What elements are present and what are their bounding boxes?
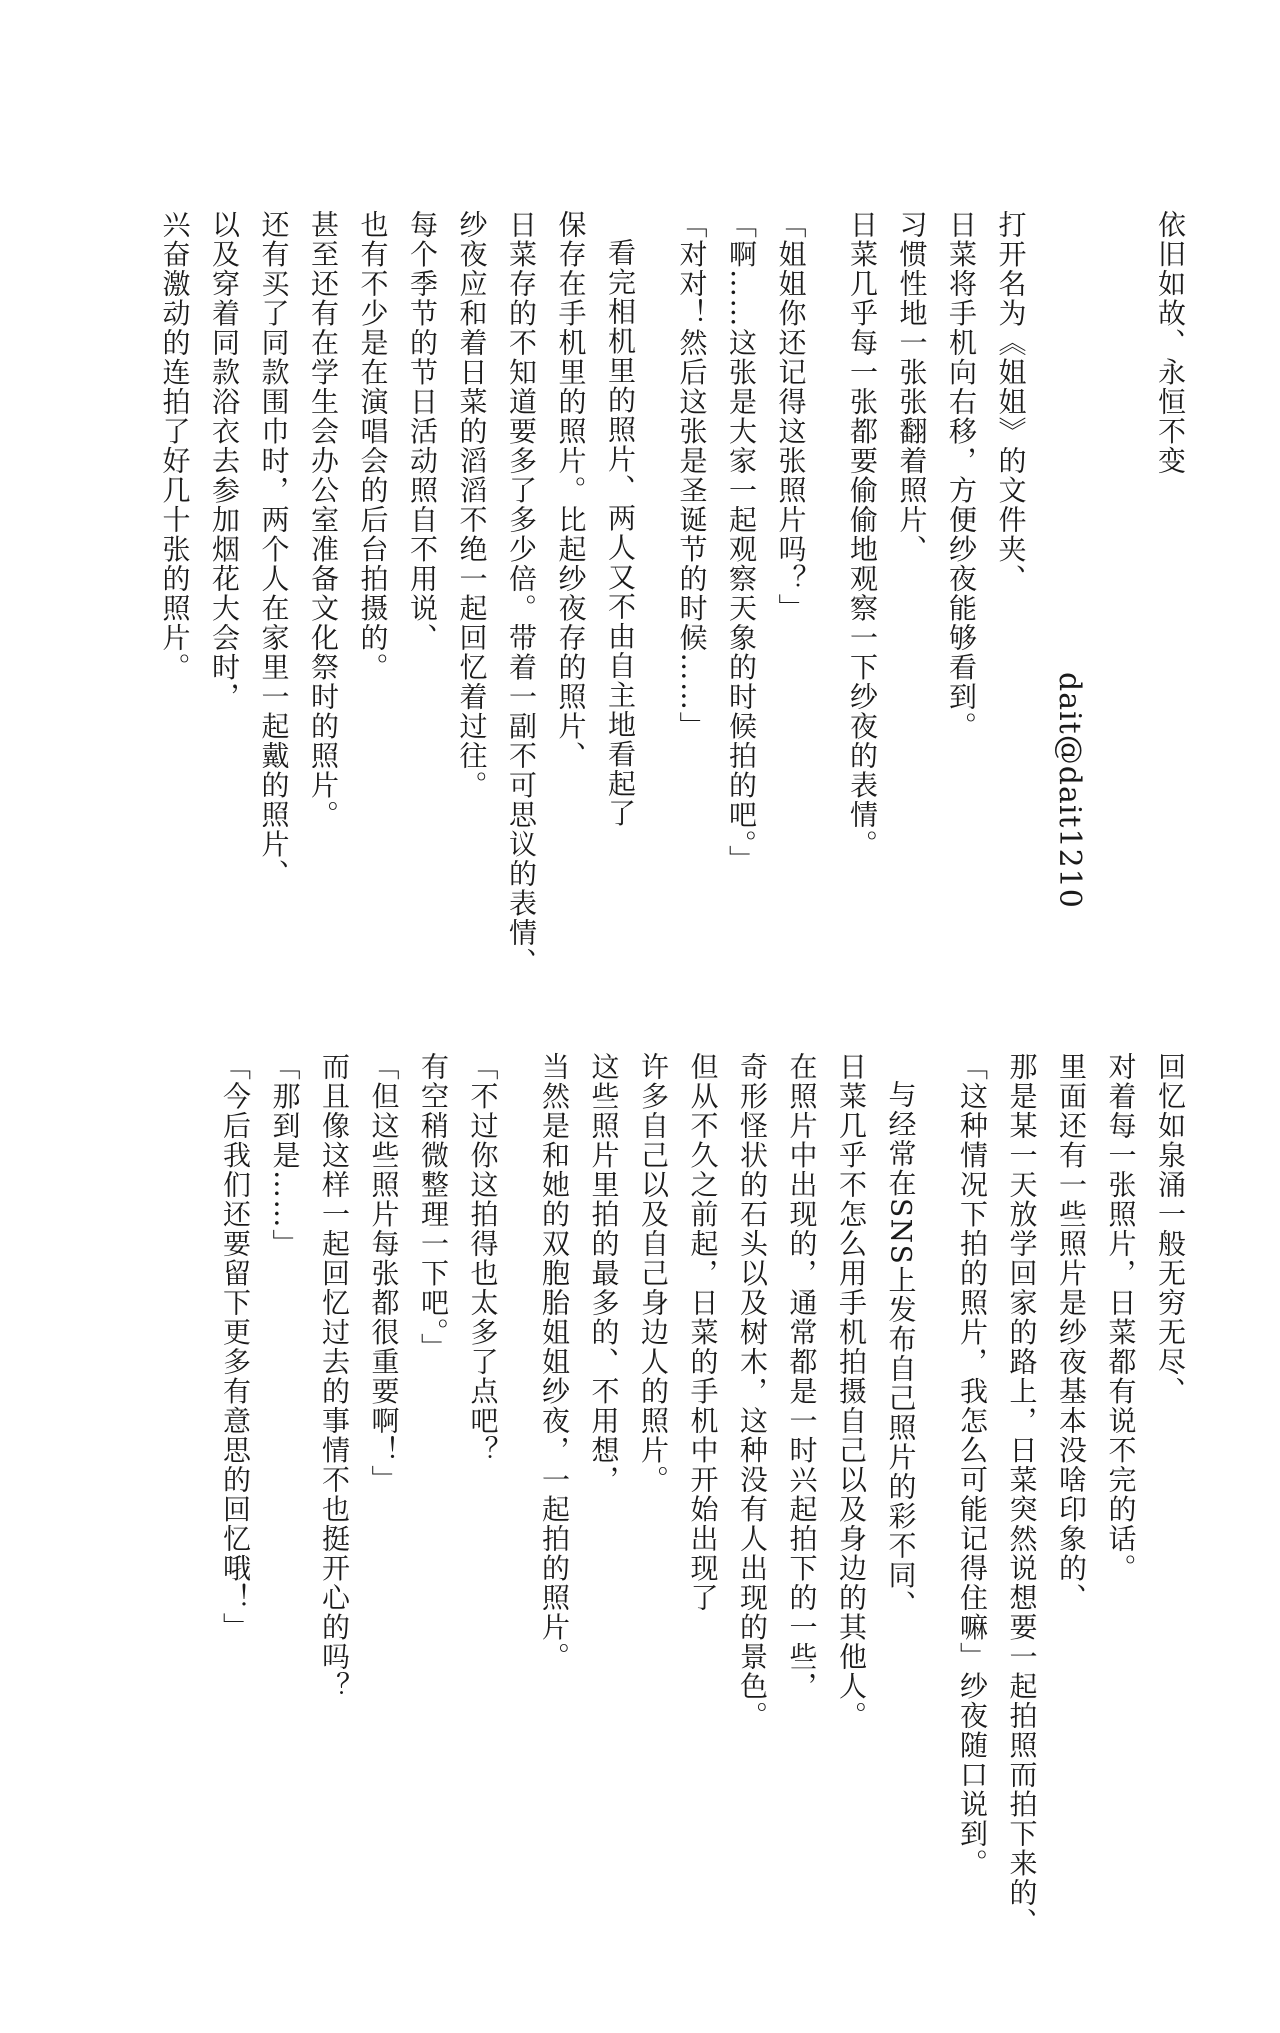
text-line: 里面还有一些照片是纱夜基本没啥印象的、 [1055,1052,1088,1613]
dialogue-line: 「姐姐你还记得这张照片吗？」 [774,210,808,623]
chapter-title: 依旧如故、永恒不变 [1154,210,1187,476]
dialogue-line: 有空稍微整理一下吧。」 [417,1052,450,1363]
text-line: 而且像这样一起回忆过去的事情不也挺开心的吗？ [318,1052,351,1701]
dialogue-line: 「对对！然后这张是圣诞节的时候……」 [675,210,709,741]
text-line: 习惯性地一张张翻着照片、 [895,210,929,564]
paragraph-gap [508,1052,530,1812]
text-line: 纱夜应和着日菜的滔滔不绝一起回忆着过往。 [455,210,489,800]
text-line: 日菜几乎不怎么用手机拍摄自己以及身边的其他人。 [835,1052,868,1731]
text-line: 日菜几乎每一张都要偷偷地观察一下纱夜的表情。 [846,210,879,859]
author-credit: dait@dait1210 [1052,672,1087,909]
dialogue-line: 「这种情况下拍的照片，我怎么可能记得住嘛」纱夜随口说到。 [956,1052,989,1878]
text-line: 看完相机里的照片、两人又不由自主地看起了 [604,238,637,828]
dialogue-line: 「但这些照片每张都很重要啊！」 [367,1052,401,1495]
dialogue-line: 「今后我们还要留下更多有意思的回忆哦！」 [219,1052,252,1642]
text-line: 每个季节的节日活动照自不用说、 [406,210,439,653]
text-line: 那是某一天放学回家的路上，日菜突然说想要一起拍照而拍下来的、 [1005,1052,1039,1937]
text-line: 回忆如泉涌一般无穷无尽、 [1154,1052,1187,1406]
dialogue-line: 「那到是……」 [268,1052,302,1259]
text-line: 当然是和她的双胞胎姐姐纱夜，一起拍的照片。 [538,1052,571,1672]
text-line: 但从不久之前起，日菜的手机中开始出现了 [686,1052,720,1613]
text-line: 也有不少是在演唱会的后台拍摄的。 [356,210,390,682]
paragraph-gap [816,210,838,930]
dialogue-line: 「不过你这拍得也太多了点吧？ [466,1052,500,1465]
text-line: 与经常在SNS上发布自己照片的彩不同、 [884,1080,918,1620]
text-line: 在照片中出现的，通常都是一时兴起拍下的一些， [785,1052,819,1701]
text-line: 保存在手机里的照片。比起纱夜存的照片、 [554,210,588,771]
text-line: 日菜存的不知道要多了多少倍。带着一副不可思议的表情、 [505,210,538,977]
text-line: 许多自己以及自己身边人的照片。 [637,1052,670,1495]
paragraph-gap [645,210,667,930]
text-line: 打开名为《姐姐》的文件夹、 [994,210,1028,594]
text-line: 以及穿着同款浴衣去参加烟花大会时， [208,210,241,712]
bottom-text-block [211,1052,1196,1937]
text-line: 对着每一张照片，日菜都有说不完的话。 [1104,1052,1138,1583]
paragraph-gap [926,1052,948,1812]
dialogue-line: 「啊……这张是大家一起观察天象的时候拍的吧。」 [725,210,758,875]
text-line: 奇形怪状的石头以及树木，这种没有人出现的景色。 [736,1052,769,1731]
text-line: 还有买了同款围巾时，两个人在家里一起戴的照片、 [257,210,291,889]
text-line: 兴奋激动的连拍了好几十张的照片。 [158,210,192,682]
text-line: 甚至还有在学生会办公室准备文化祭时的照片。 [307,210,340,830]
top-text-block [150,210,1195,977]
text-line: 这些照片里拍的最多的、不用想， [587,1052,621,1495]
text-line: 日菜将手机向右移，方便纱夜能够看到。 [945,210,978,741]
